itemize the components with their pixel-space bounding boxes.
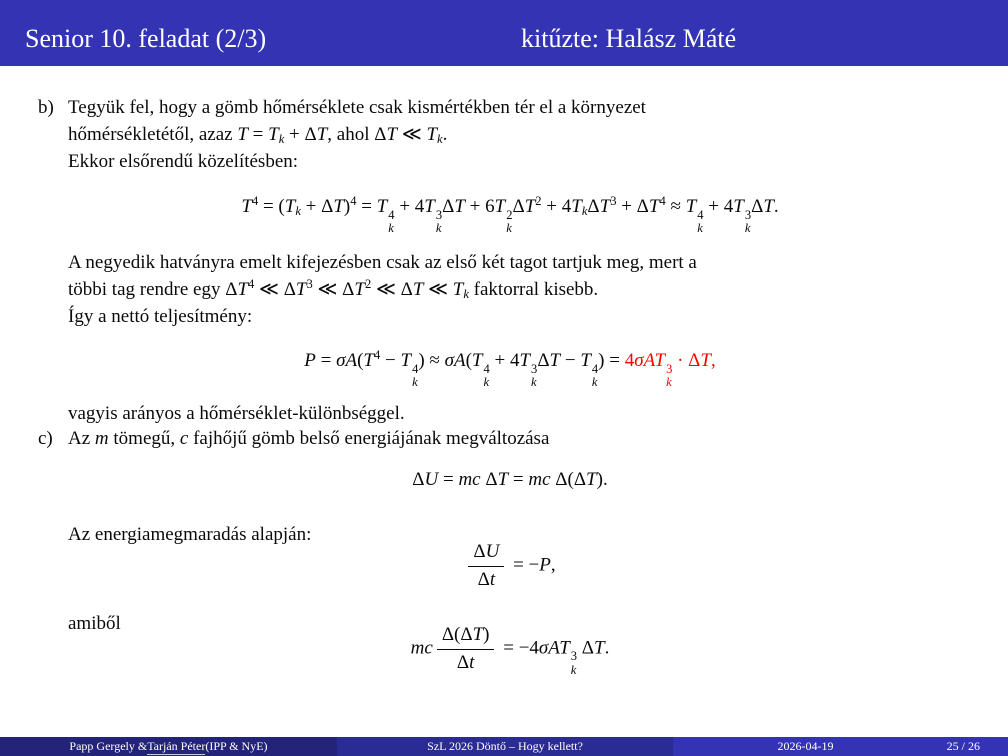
footer-event-title [337,737,673,756]
item-b-line-2: hőmérsékletétől, azaz T = Tk + ΔT, ahol ΔT ≪ Tk. [68,124,448,146]
slide-title: Senior 10. feladat (2/3) [25,24,267,53]
line-energy-conservation: Az energiamegmaradás alapján: [68,524,312,545]
explanation-line-2: többi tag rendre egy $\Delta T^4$ ≪ $\Delta T^3$ ≪ $\Delta T^2$ ≪ ΔT ≪ Tk faktorral kisebb. [68,277,599,301]
display-formula-internal-energy: ΔU = mc ΔT = mc Δ(ΔT). [412,469,608,490]
item-b-line-3: Ekkor elsőrendű közelítésben: [68,151,299,172]
footer-date-page [673,737,1008,756]
display-formula-result: mc $\frac{\Delta(\Delta T)}{\Delta t}$ = −4σAT 3 k ΔT. [410,624,610,677]
display-formula-energy-balance: $\frac{\Delta U}{\Delta t}$ = −P, [46,540,974,592]
line-vagyis: vagyis arányos a hőmérséklet-különbséggel. [68,403,405,424]
item-c-line-1: Az m tömegű, c fajhőjű gömb belső energiájának megváltozása [68,428,550,449]
item-c [38,425,970,452]
paragraph-explanation [68,249,970,330]
display-formula-net-power: $P = \sigma A(T^4 - T$ 4 k ) ≈ σA(T 4 k + 4T 3 k ΔT − T 4 k ) = 4σAT 3 k · ΔT, [304,348,716,390]
footer-page-number: 25 / 26 [946,739,980,753]
slide-author-credit: kitűzte: Halász Máté [521,24,737,53]
item-b-marker: b) [38,97,54,118]
line-amibol: amiből [68,613,121,634]
footer-date: 2026-04-19 [777,739,834,753]
explanation-line-1: A negyedik hatványra emelt kifejezésben csak az első két tagot tartjuk meg, mert a [68,252,697,273]
footer-authors [0,737,337,756]
item-b [38,94,970,175]
footer-bar [0,737,1008,756]
item-c-marker: c) [38,428,53,449]
explanation-line-3: Így a nettó teljesítmény: [68,306,253,327]
display-formula-expansion: $T^4 = (Tk + \Delta T)^4 = T$ 4 k + 4T 3 k ΔT + 6T 2 k $\Delta T^2 + 4Tk\Delta T^3 + \Delta T^4 \approx T$ 4 k + 4T 3 k ΔT. [241,194,779,236]
footer-authors-pre: Papp Gergely & [69,739,148,753]
footer-authors-post: (IPP & NyE) [205,739,268,753]
header-bar [0,0,1008,66]
footer-event-label: SzL 2026 Döntő – Hogy kellett? [427,739,583,753]
item-b-line-1: Tegyük fel, hogy a gömb hőmérséklete csak kismértékben tér el a környezet [68,97,646,118]
footer-author-link[interactable]: Tarján Péter [147,738,206,753]
